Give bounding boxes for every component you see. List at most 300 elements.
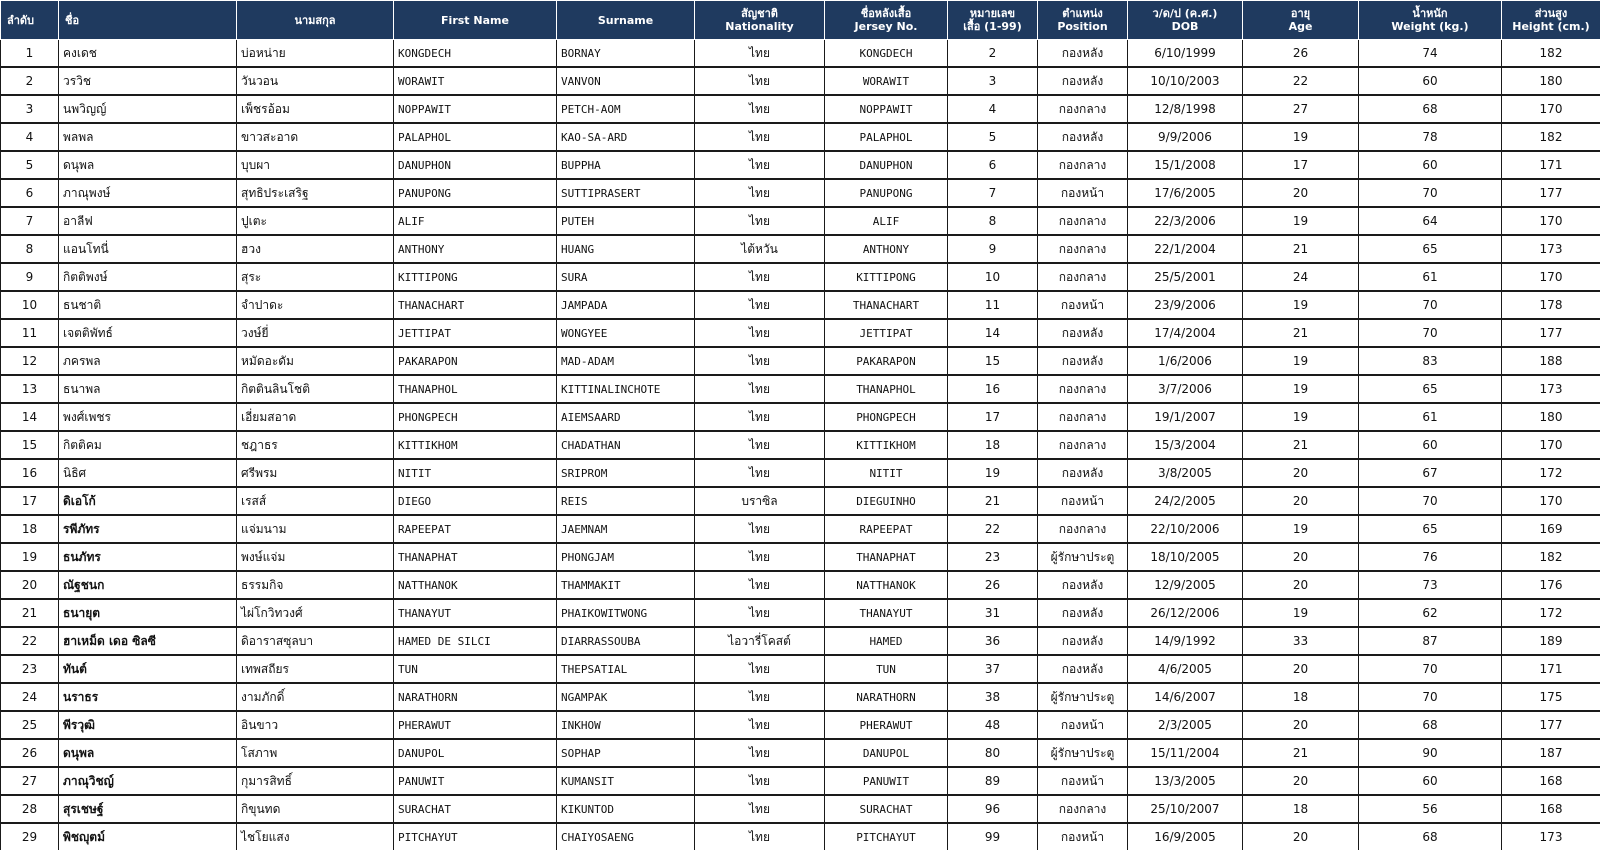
cell-number[interactable]: 26	[948, 571, 1038, 599]
cell-surname-th[interactable]: ดิอาราสซุลบา	[237, 627, 394, 655]
table-row[interactable]	[1, 263, 1600, 291]
cell-first-en[interactable]: PALAPHOL	[394, 123, 557, 151]
cell-nationality[interactable]: ไทย	[695, 655, 825, 683]
cell-weight[interactable]: 87	[1359, 627, 1502, 655]
cell-surname-en[interactable]: CHADATHAN	[557, 431, 695, 459]
cell-nationality[interactable]: ไทย	[695, 291, 825, 319]
cell-height[interactable]: 180	[1502, 67, 1600, 95]
cell-no[interactable]: 21	[1, 599, 59, 627]
cell-jersey-name[interactable]: PHONGPECH	[825, 403, 948, 431]
cell-number[interactable]: 5	[948, 123, 1038, 151]
cell-age[interactable]: 20	[1243, 823, 1359, 850]
cell-name-th[interactable]: กิตติพงษ์	[59, 263, 237, 291]
cell-no[interactable]: 1	[1, 40, 59, 68]
cell-nationality[interactable]: ไทย	[695, 683, 825, 711]
cell-surname-th[interactable]: เพ็ชรอ้อม	[237, 95, 394, 123]
cell-no[interactable]: 17	[1, 487, 59, 515]
cell-nationality[interactable]: ไทย	[695, 711, 825, 739]
cell-name-th[interactable]: ภาณุวิชญ์	[59, 767, 237, 795]
cell-surname-en[interactable]: SURA	[557, 263, 695, 291]
table-row[interactable]	[1, 403, 1600, 431]
cell-dob[interactable]: 24/2/2005	[1128, 487, 1243, 515]
table-row[interactable]	[1, 347, 1600, 375]
cell-position[interactable]: กองกลาง	[1038, 235, 1128, 263]
cell-age[interactable]: 18	[1243, 795, 1359, 823]
cell-surname-th[interactable]: ขาวสะอาด	[237, 123, 394, 151]
cell-age[interactable]: 19	[1243, 599, 1359, 627]
cell-first-en[interactable]: DIEGO	[394, 487, 557, 515]
cell-surname-en[interactable]: KUMANSIT	[557, 767, 695, 795]
cell-surname-en[interactable]: PUTEH	[557, 207, 695, 235]
cell-height[interactable]: 170	[1502, 95, 1600, 123]
cell-jersey-name[interactable]: NITIT	[825, 459, 948, 487]
cell-position[interactable]: กองหลัง	[1038, 347, 1128, 375]
cell-name-th[interactable]: ธนภัทร	[59, 543, 237, 571]
cell-surname-th[interactable]: กิขุนทด	[237, 795, 394, 823]
cell-age[interactable]: 26	[1243, 40, 1359, 68]
cell-weight[interactable]: 65	[1359, 515, 1502, 543]
cell-weight[interactable]: 73	[1359, 571, 1502, 599]
cell-dob[interactable]: 18/10/2005	[1128, 543, 1243, 571]
cell-nationality[interactable]: ไต้หวัน	[695, 235, 825, 263]
cell-jersey-name[interactable]: WORAWIT	[825, 67, 948, 95]
cell-surname-th[interactable]: จำปาดะ	[237, 291, 394, 319]
cell-weight[interactable]: 67	[1359, 459, 1502, 487]
cell-number[interactable]: 21	[948, 487, 1038, 515]
cell-dob[interactable]: 13/3/2005	[1128, 767, 1243, 795]
cell-position[interactable]: กองหน้า	[1038, 179, 1128, 207]
cell-height[interactable]: 187	[1502, 739, 1600, 767]
cell-name-th[interactable]: ธนชาติ	[59, 291, 237, 319]
cell-no[interactable]: 7	[1, 207, 59, 235]
cell-dob[interactable]: 15/3/2004	[1128, 431, 1243, 459]
cell-number[interactable]: 15	[948, 347, 1038, 375]
cell-position[interactable]: กองหน้า	[1038, 767, 1128, 795]
table-row[interactable]	[1, 515, 1600, 543]
cell-no[interactable]: 11	[1, 319, 59, 347]
cell-weight[interactable]: 64	[1359, 207, 1502, 235]
cell-jersey-name[interactable]: JETTIPAT	[825, 319, 948, 347]
cell-number[interactable]: 11	[948, 291, 1038, 319]
cell-dob[interactable]: 2/3/2005	[1128, 711, 1243, 739]
cell-height[interactable]: 176	[1502, 571, 1600, 599]
cell-no[interactable]: 12	[1, 347, 59, 375]
cell-weight[interactable]: 60	[1359, 151, 1502, 179]
cell-age[interactable]: 19	[1243, 375, 1359, 403]
cell-weight[interactable]: 68	[1359, 95, 1502, 123]
cell-jersey-name[interactable]: RAPEEPAT	[825, 515, 948, 543]
cell-surname-th[interactable]: บ่อหน่าย	[237, 40, 394, 68]
cell-age[interactable]: 20	[1243, 767, 1359, 795]
cell-weight[interactable]: 68	[1359, 711, 1502, 739]
column-header-no[interactable]	[1, 1, 59, 40]
cell-weight[interactable]: 56	[1359, 795, 1502, 823]
cell-position[interactable]: กองหลัง	[1038, 571, 1128, 599]
cell-no[interactable]: 25	[1, 711, 59, 739]
cell-nationality[interactable]: ไทย	[695, 95, 825, 123]
cell-height[interactable]: 169	[1502, 515, 1600, 543]
cell-position[interactable]: กองหน้า	[1038, 711, 1128, 739]
cell-name-th[interactable]: พงศ์เพชร	[59, 403, 237, 431]
column-header-number[interactable]	[948, 1, 1038, 40]
cell-surname-en[interactable]: SUTTIPRASERT	[557, 179, 695, 207]
cell-nationality[interactable]: ไทย	[695, 515, 825, 543]
cell-number[interactable]: 80	[948, 739, 1038, 767]
cell-dob[interactable]: 19/1/2007	[1128, 403, 1243, 431]
cell-surname-th[interactable]: หมัดอะดัม	[237, 347, 394, 375]
cell-surname-th[interactable]: ชฎาธร	[237, 431, 394, 459]
cell-dob[interactable]: 3/7/2006	[1128, 375, 1243, 403]
cell-dob[interactable]: 9/9/2006	[1128, 123, 1243, 151]
table-row[interactable]	[1, 683, 1600, 711]
cell-weight[interactable]: 70	[1359, 683, 1502, 711]
cell-position[interactable]: กองกลาง	[1038, 795, 1128, 823]
cell-weight[interactable]: 70	[1359, 319, 1502, 347]
cell-number[interactable]: 3	[948, 67, 1038, 95]
cell-age[interactable]: 24	[1243, 263, 1359, 291]
cell-no[interactable]: 29	[1, 823, 59, 850]
cell-position[interactable]: ผู้รักษาประตู	[1038, 739, 1128, 767]
cell-number[interactable]: 36	[948, 627, 1038, 655]
cell-first-en[interactable]: THANAPHAT	[394, 543, 557, 571]
column-header-jersey-name[interactable]	[825, 1, 948, 40]
cell-surname-th[interactable]: พงษ์แจ่ม	[237, 543, 394, 571]
cell-position[interactable]: กองหน้า	[1038, 291, 1128, 319]
table-row[interactable]	[1, 40, 1600, 68]
column-header-surname-en[interactable]	[557, 1, 695, 40]
cell-first-en[interactable]: PANUWIT	[394, 767, 557, 795]
cell-nationality[interactable]: ไทย	[695, 431, 825, 459]
cell-first-en[interactable]: THANAYUT	[394, 599, 557, 627]
cell-height[interactable]: 177	[1502, 711, 1600, 739]
cell-surname-en[interactable]: KITTINALINCHOTE	[557, 375, 695, 403]
cell-surname-th[interactable]: วงษ์ยี่	[237, 319, 394, 347]
cell-number[interactable]: 31	[948, 599, 1038, 627]
cell-name-th[interactable]: นิธิศ	[59, 459, 237, 487]
cell-nationality[interactable]: ไทย	[695, 403, 825, 431]
table-row[interactable]	[1, 823, 1600, 850]
cell-position[interactable]: กองหลัง	[1038, 40, 1128, 68]
cell-height[interactable]: 180	[1502, 403, 1600, 431]
cell-first-en[interactable]: ANTHONY	[394, 235, 557, 263]
cell-no[interactable]: 13	[1, 375, 59, 403]
cell-position[interactable]: กองหน้า	[1038, 487, 1128, 515]
cell-number[interactable]: 9	[948, 235, 1038, 263]
cell-nationality[interactable]: ไทย	[695, 319, 825, 347]
cell-dob[interactable]: 17/6/2005	[1128, 179, 1243, 207]
cell-jersey-name[interactable]: DANUPHON	[825, 151, 948, 179]
cell-weight[interactable]: 70	[1359, 655, 1502, 683]
cell-jersey-name[interactable]: ALIF	[825, 207, 948, 235]
cell-surname-en[interactable]: JAMPADA	[557, 291, 695, 319]
cell-surname-en[interactable]: CHAIYOSAENG	[557, 823, 695, 850]
cell-dob[interactable]: 10/10/2003	[1128, 67, 1243, 95]
cell-name-th[interactable]: ณัฐชนก	[59, 571, 237, 599]
cell-jersey-name[interactable]: HAMED	[825, 627, 948, 655]
table-row[interactable]	[1, 655, 1600, 683]
cell-jersey-name[interactable]: KONGDECH	[825, 40, 948, 68]
cell-name-th[interactable]: ธนายุต	[59, 599, 237, 627]
cell-nationality[interactable]: ไทย	[695, 151, 825, 179]
cell-weight[interactable]: 65	[1359, 235, 1502, 263]
cell-surname-en[interactable]: SOPHAP	[557, 739, 695, 767]
cell-no[interactable]: 10	[1, 291, 59, 319]
cell-no[interactable]: 2	[1, 67, 59, 95]
cell-nationality[interactable]: ไทย	[695, 67, 825, 95]
cell-name-th[interactable]: อาลีฟ	[59, 207, 237, 235]
cell-no[interactable]: 14	[1, 403, 59, 431]
cell-jersey-name[interactable]: THANAYUT	[825, 599, 948, 627]
table-row[interactable]	[1, 375, 1600, 403]
cell-age[interactable]: 20	[1243, 571, 1359, 599]
cell-surname-th[interactable]: ฮวง	[237, 235, 394, 263]
cell-weight[interactable]: 61	[1359, 403, 1502, 431]
cell-nationality[interactable]: ไทย	[695, 599, 825, 627]
cell-weight[interactable]: 68	[1359, 823, 1502, 850]
cell-surname-en[interactable]: JAEMNAM	[557, 515, 695, 543]
cell-dob[interactable]: 6/10/1999	[1128, 40, 1243, 68]
cell-nationality[interactable]: ไทย	[695, 179, 825, 207]
column-header-age[interactable]	[1243, 1, 1359, 40]
cell-first-en[interactable]: HAMED DE SILCI	[394, 627, 557, 655]
cell-nationality[interactable]: ไทย	[695, 543, 825, 571]
cell-jersey-name[interactable]: DIEGUINHO	[825, 487, 948, 515]
cell-surname-en[interactable]: PETCH-AOM	[557, 95, 695, 123]
column-header-name-th[interactable]	[59, 1, 237, 40]
cell-nationality[interactable]: ไทย	[695, 263, 825, 291]
cell-no[interactable]: 22	[1, 627, 59, 655]
cell-name-th[interactable]: ทันต์	[59, 655, 237, 683]
cell-age[interactable]: 21	[1243, 431, 1359, 459]
column-header-height[interactable]	[1502, 1, 1600, 40]
cell-nationality[interactable]: ไทย	[695, 40, 825, 68]
cell-no[interactable]: 23	[1, 655, 59, 683]
cell-height[interactable]: 182	[1502, 40, 1600, 68]
cell-age[interactable]: 20	[1243, 179, 1359, 207]
cell-surname-th[interactable]: ธรรมกิจ	[237, 571, 394, 599]
column-header-nationality[interactable]	[695, 1, 825, 40]
cell-age[interactable]: 19	[1243, 207, 1359, 235]
cell-height[interactable]: 177	[1502, 179, 1600, 207]
cell-surname-th[interactable]: เรสส์	[237, 487, 394, 515]
cell-name-th[interactable]: กิตติคม	[59, 431, 237, 459]
cell-surname-th[interactable]: วันวอน	[237, 67, 394, 95]
cell-number[interactable]: 18	[948, 431, 1038, 459]
cell-no[interactable]: 19	[1, 543, 59, 571]
cell-age[interactable]: 19	[1243, 403, 1359, 431]
cell-position[interactable]: กองหน้า	[1038, 823, 1128, 850]
cell-surname-th[interactable]: สุระ	[237, 263, 394, 291]
cell-first-en[interactable]: TUN	[394, 655, 557, 683]
cell-number[interactable]: 10	[948, 263, 1038, 291]
cell-surname-en[interactable]: NGAMPAK	[557, 683, 695, 711]
cell-height[interactable]: 178	[1502, 291, 1600, 319]
column-header-surname-th[interactable]	[237, 1, 394, 40]
cell-dob[interactable]: 25/5/2001	[1128, 263, 1243, 291]
cell-weight[interactable]: 60	[1359, 431, 1502, 459]
cell-weight[interactable]: 62	[1359, 599, 1502, 627]
cell-dob[interactable]: 12/9/2005	[1128, 571, 1243, 599]
cell-no[interactable]: 4	[1, 123, 59, 151]
cell-dob[interactable]: 1/6/2006	[1128, 347, 1243, 375]
table-row[interactable]	[1, 319, 1600, 347]
cell-age[interactable]: 18	[1243, 683, 1359, 711]
cell-surname-th[interactable]: ศรีพรม	[237, 459, 394, 487]
cell-dob[interactable]: 15/1/2008	[1128, 151, 1243, 179]
cell-jersey-name[interactable]: NATTHANOK	[825, 571, 948, 599]
cell-height[interactable]: 188	[1502, 347, 1600, 375]
cell-number[interactable]: 6	[948, 151, 1038, 179]
cell-position[interactable]: กองหลัง	[1038, 123, 1128, 151]
cell-age[interactable]: 20	[1243, 543, 1359, 571]
column-header-weight[interactable]	[1359, 1, 1502, 40]
cell-height[interactable]: 171	[1502, 655, 1600, 683]
cell-nationality[interactable]: ไทย	[695, 123, 825, 151]
cell-surname-en[interactable]: MAD-ADAM	[557, 347, 695, 375]
cell-dob[interactable]: 22/1/2004	[1128, 235, 1243, 263]
cell-surname-th[interactable]: ไชโยแสง	[237, 823, 394, 850]
cell-number[interactable]: 14	[948, 319, 1038, 347]
cell-age[interactable]: 33	[1243, 627, 1359, 655]
cell-jersey-name[interactable]: NARATHORN	[825, 683, 948, 711]
cell-first-en[interactable]: THANACHART	[394, 291, 557, 319]
cell-height[interactable]: 182	[1502, 123, 1600, 151]
cell-name-th[interactable]: พลพล	[59, 123, 237, 151]
cell-height[interactable]: 173	[1502, 823, 1600, 850]
cell-weight[interactable]: 90	[1359, 739, 1502, 767]
cell-jersey-name[interactable]: THANAPHOL	[825, 375, 948, 403]
cell-jersey-name[interactable]: PHERAWUT	[825, 711, 948, 739]
cell-age[interactable]: 21	[1243, 739, 1359, 767]
cell-name-th[interactable]: นพวิญญ์	[59, 95, 237, 123]
cell-weight[interactable]: 74	[1359, 40, 1502, 68]
cell-surname-th[interactable]: สุทธิประเสริฐ	[237, 179, 394, 207]
cell-age[interactable]: 20	[1243, 711, 1359, 739]
table-row[interactable]	[1, 179, 1600, 207]
table-row[interactable]	[1, 711, 1600, 739]
cell-first-en[interactable]: SURACHAT	[394, 795, 557, 823]
cell-surname-th[interactable]: แจ่มนาม	[237, 515, 394, 543]
cell-number[interactable]: 2	[948, 40, 1038, 68]
cell-no[interactable]: 18	[1, 515, 59, 543]
cell-first-en[interactable]: PANUPONG	[394, 179, 557, 207]
cell-surname-en[interactable]: WONGYEE	[557, 319, 695, 347]
cell-weight[interactable]: 70	[1359, 487, 1502, 515]
cell-jersey-name[interactable]: SURACHAT	[825, 795, 948, 823]
cell-surname-en[interactable]: THAMMAKIT	[557, 571, 695, 599]
cell-dob[interactable]: 22/3/2006	[1128, 207, 1243, 235]
table-row[interactable]	[1, 67, 1600, 95]
cell-no[interactable]: 26	[1, 739, 59, 767]
cell-weight[interactable]: 61	[1359, 263, 1502, 291]
cell-dob[interactable]: 14/9/1992	[1128, 627, 1243, 655]
cell-number[interactable]: 8	[948, 207, 1038, 235]
cell-age[interactable]: 19	[1243, 347, 1359, 375]
cell-surname-th[interactable]: โสภาพ	[237, 739, 394, 767]
cell-number[interactable]: 99	[948, 823, 1038, 850]
cell-surname-th[interactable]: เทพสถียร	[237, 655, 394, 683]
cell-first-en[interactable]: PHONGPECH	[394, 403, 557, 431]
cell-name-th[interactable]: ธนาพล	[59, 375, 237, 403]
cell-height[interactable]: 168	[1502, 767, 1600, 795]
cell-position[interactable]: กองหลัง	[1038, 599, 1128, 627]
cell-height[interactable]: 175	[1502, 683, 1600, 711]
cell-no[interactable]: 27	[1, 767, 59, 795]
cell-position[interactable]: ผู้รักษาประตู	[1038, 683, 1128, 711]
cell-jersey-name[interactable]: PALAPHOL	[825, 123, 948, 151]
cell-number[interactable]: 48	[948, 711, 1038, 739]
table-row[interactable]	[1, 431, 1600, 459]
cell-number[interactable]: 7	[948, 179, 1038, 207]
cell-height[interactable]: 182	[1502, 543, 1600, 571]
cell-dob[interactable]: 22/10/2006	[1128, 515, 1243, 543]
cell-name-th[interactable]: ดนุพล	[59, 739, 237, 767]
cell-name-th[interactable]: พิชญุตม์	[59, 823, 237, 850]
cell-no[interactable]: 6	[1, 179, 59, 207]
cell-position[interactable]: ผู้รักษาประตู	[1038, 543, 1128, 571]
table-row[interactable]	[1, 235, 1600, 263]
table-row[interactable]	[1, 291, 1600, 319]
cell-surname-th[interactable]: เอี่ยมสอาด	[237, 403, 394, 431]
cell-name-th[interactable]: เจตติพัทธ์	[59, 319, 237, 347]
table-row[interactable]	[1, 95, 1600, 123]
cell-name-th[interactable]: ดิเอโก้	[59, 487, 237, 515]
cell-position[interactable]: กองกลาง	[1038, 95, 1128, 123]
cell-surname-en[interactable]: DIARRASSOUBA	[557, 627, 695, 655]
cell-first-en[interactable]: DANUPHON	[394, 151, 557, 179]
cell-number[interactable]: 96	[948, 795, 1038, 823]
cell-jersey-name[interactable]: KITTIKHOM	[825, 431, 948, 459]
cell-dob[interactable]: 26/12/2006	[1128, 599, 1243, 627]
cell-weight[interactable]: 70	[1359, 179, 1502, 207]
cell-height[interactable]: 173	[1502, 235, 1600, 263]
cell-no[interactable]: 15	[1, 431, 59, 459]
cell-number[interactable]: 22	[948, 515, 1038, 543]
cell-first-en[interactable]: PAKARAPON	[394, 347, 557, 375]
cell-surname-en[interactable]: VANVON	[557, 67, 695, 95]
cell-age[interactable]: 19	[1243, 291, 1359, 319]
cell-weight[interactable]: 78	[1359, 123, 1502, 151]
cell-age[interactable]: 21	[1243, 319, 1359, 347]
cell-position[interactable]: กองหลัง	[1038, 67, 1128, 95]
cell-age[interactable]: 17	[1243, 151, 1359, 179]
cell-surname-en[interactable]: KIKUNTOD	[557, 795, 695, 823]
cell-jersey-name[interactable]: ANTHONY	[825, 235, 948, 263]
cell-surname-th[interactable]: บุบผา	[237, 151, 394, 179]
cell-surname-en[interactable]: BUPPHA	[557, 151, 695, 179]
cell-position[interactable]: กองหลัง	[1038, 459, 1128, 487]
cell-weight[interactable]: 70	[1359, 291, 1502, 319]
cell-jersey-name[interactable]: DANUPOL	[825, 739, 948, 767]
cell-nationality[interactable]: ไทย	[695, 795, 825, 823]
cell-surname-en[interactable]: KAO-SA-ARD	[557, 123, 695, 151]
cell-age[interactable]: 22	[1243, 67, 1359, 95]
cell-height[interactable]: 170	[1502, 431, 1600, 459]
cell-surname-th[interactable]: ปูเตะ	[237, 207, 394, 235]
cell-jersey-name[interactable]: THANACHART	[825, 291, 948, 319]
column-header-dob[interactable]	[1128, 1, 1243, 40]
cell-no[interactable]: 24	[1, 683, 59, 711]
cell-name-th[interactable]: ฮาเหม็ด เดอ ซิลซี	[59, 627, 237, 655]
cell-position[interactable]: กองกลาง	[1038, 151, 1128, 179]
cell-height[interactable]: 168	[1502, 795, 1600, 823]
cell-number[interactable]: 17	[948, 403, 1038, 431]
cell-dob[interactable]: 12/8/1998	[1128, 95, 1243, 123]
cell-name-th[interactable]: นราธร	[59, 683, 237, 711]
cell-name-th[interactable]: แอนโทนี่	[59, 235, 237, 263]
cell-first-en[interactable]: THANAPHOL	[394, 375, 557, 403]
cell-age[interactable]: 20	[1243, 655, 1359, 683]
